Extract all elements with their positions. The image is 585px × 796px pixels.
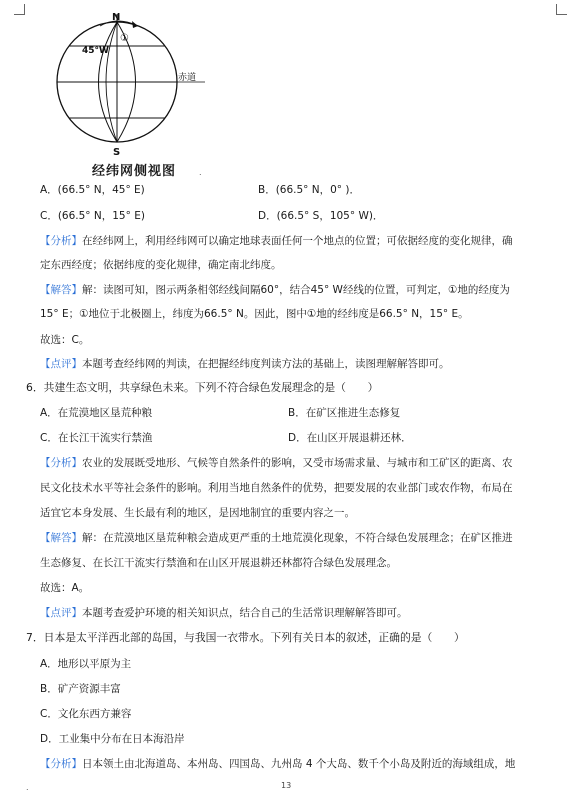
q7-stem: 7．日本是太平洋西北部的岛国，与我国一衣带水。下列有关日本的叙述，正确的是（ ） <box>26 631 465 644</box>
q6-option-b: B．在矿区推进生态修复 <box>288 407 401 419</box>
q5-option-a: A．(66.5° N，45° E) <box>40 184 145 196</box>
analysis-tag: 【分析】 <box>40 235 82 247</box>
q6-analysis-line-2: 民文化技术水平等社会条件的影响。利用当地自然条件的优势，把要发展的农业部门或农作物，布局在 <box>40 482 513 494</box>
q6-stem: 6．共建生态文明，共享绿色未来。下列不符合绿色发展理念的是（ ） <box>26 381 379 394</box>
point-1-label: ① <box>120 33 129 44</box>
corner-mark-top-left <box>14 4 25 15</box>
q6-answer-line-2: 生态修复、在长江干流实行禁渔和在山区开展退耕还林都符合绿色发展理念。 <box>40 557 397 569</box>
equator-label: 赤道 <box>178 73 197 83</box>
analysis-tag: 【分析】 <box>40 758 82 770</box>
q7-analysis-line-1 <box>40 757 515 771</box>
q5-answer-line-1 <box>40 283 510 297</box>
figure-caption: 经纬网侧视图 <box>92 164 177 179</box>
answer-tag: 【解答】 <box>40 532 82 544</box>
q7-option-a: A．地形以平原为主 <box>40 658 132 670</box>
q6-answer-text-1: 解：在荒漠地区垦荒种粮会造成更严重的土地荒漠化现象，不符合绿色发展理念；在矿区推进 <box>82 532 513 544</box>
q5-comment <box>40 357 450 371</box>
q6-option-c: C．在长江干流实行禁渔 <box>40 432 153 444</box>
q6-comment <box>40 606 408 620</box>
corner-mark-top-right <box>556 4 567 15</box>
q5-option-d: D．(66.5° S，105° W)． <box>258 210 384 222</box>
analysis-tag: 【分析】 <box>40 457 82 469</box>
q6-comment-text: 本题考查爱护环境的相关知识点，结合自己的生活常识理解解答即可。 <box>82 607 408 619</box>
page-number: 13 <box>281 781 292 790</box>
q7-option-c: C．文化东西方兼容 <box>40 708 132 720</box>
q7-option-b: B．矿产资源丰富 <box>40 683 121 695</box>
q5-answer-text-1: 解：读图可知，图示两条相邻经线间隔60°，结合45° W经线的位置，可判定，①地的经度为 <box>82 284 510 296</box>
q6-answer-choice: 故选：A。 <box>40 582 90 594</box>
q5-option-b: B．(66.5° N，0° )． <box>258 184 360 196</box>
q7-analysis-text-1: 日本领土由北海道岛、本州岛、四国岛、九州岛 4 个大岛、数千个小岛及附近的海域组成，地 <box>82 758 516 770</box>
q5-analysis-line-1 <box>40 234 513 248</box>
q5-answer-choice: 故选：C。 <box>40 334 90 346</box>
q5-comment-text: 本题考查经纬网的判读，在把握经纬度判读方法的基础上，读图理解解答即可。 <box>82 358 450 370</box>
comment-tag: 【点评】 <box>40 607 82 619</box>
graticule-side-view-figure <box>40 8 220 160</box>
q6-answer-line-1 <box>40 531 513 545</box>
q6-option-a: A．在荒漠地区垦荒种粮 <box>40 407 153 419</box>
north-pole-label: N <box>112 12 121 23</box>
q6-analysis-line-1 <box>40 456 513 470</box>
q5-analysis-line-2: 定东西经度；依据纬度的变化规律，确定南北纬度。 <box>40 259 282 271</box>
south-pole-label: S <box>113 147 121 158</box>
answer-tag: 【解答】 <box>40 284 82 296</box>
q5-option-c: C．(66.5° N，15° E) <box>40 210 145 222</box>
meridian-45w-label: 45°W <box>82 46 109 56</box>
q5-answer-line-2: 15° E；①地位于北极圈上，纬度为66.5° N。因此，图中①地的经纬度是66.5° N，15° E。 <box>40 308 469 320</box>
q6-analysis-line-3: 适宜它本身发展、生长最有利的地区，是因地制宜的重要内容之一。 <box>40 507 355 519</box>
q6-analysis-text-1: 农业的发展既受地形、气候等自然条件的影响，又受市场需求量、与城市和工矿区的距离、农 <box>82 457 513 469</box>
rotation-arrowhead <box>132 21 138 28</box>
comment-tag: 【点评】 <box>40 358 82 370</box>
q7-option-d: D．工业集中分布在日本海沿岸 <box>40 733 185 745</box>
q6-option-d: D．在山区开展退耕还林． <box>288 432 412 444</box>
footer-mark: . <box>26 783 29 792</box>
q5-analysis-text-1: 在经纬网上，利用经纬网可以确定地球表面任何一个地点的位置；可依据经度的变化规律，确 <box>82 235 513 247</box>
paragraph-mark: . <box>199 168 202 177</box>
